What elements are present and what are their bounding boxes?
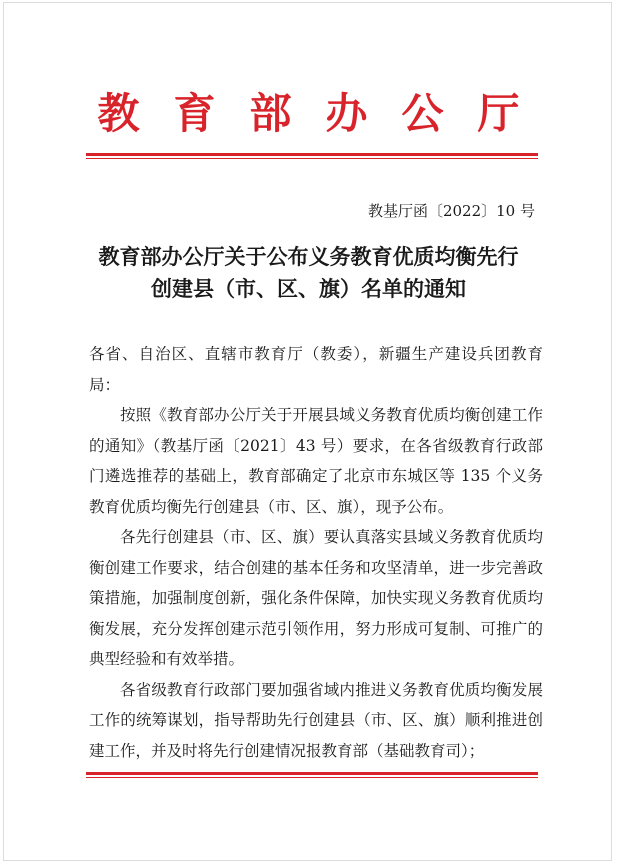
body-paragraph-2: 各先行创建县（市、区、旗）要认真落实县域义务教育优质均衡创建工作要求，结合创建的基本任务和攻坚清单，进一步完善政策措施，加强制度创新，强化条件保障，加快实现义务教育优质均衡发展，充分发挥创建示范引领作用，努力形成可复制、可推广的典型经验和有效举措。 xyxy=(89,528,543,668)
body-paragraph-1: 按照《教育部办公厅关于开展县域义务教育优质均衡创建工作的通知》（教基厅函〔2021〕43 号）要求，在各省级教育行政部门遴选推荐的基础上，教育部确定了北京市东城区等 135 个义务教育优质均衡先行创建县（市、区、旗），现予公布。 xyxy=(89,406,543,516)
document-body xyxy=(89,339,543,766)
document-number: 教基厅函〔2022〕10 号 xyxy=(367,202,535,220)
footer-red-rule-thin xyxy=(86,777,538,778)
document-title xyxy=(4,241,613,305)
document-page xyxy=(3,2,612,861)
title-line-1: 教育部办公厅关于公布义务教育优质均衡先行 xyxy=(98,244,519,269)
body-paragraph-3: 各省级教育行政部门要加强省域内推进义务教育优质均衡发展工作的统筹谋划，指导帮助先行创建县（市、区、旗）顺利推进创建工作，并及时将先行创建情况报教育部（基础教育司）； xyxy=(89,680,543,760)
header-red-rule xyxy=(86,153,538,156)
header-red-rule-thin xyxy=(86,158,538,159)
salutation: 各省、自治区、直辖市教育厅（教委），新疆生产建设兵团教育局： xyxy=(89,345,543,394)
title-line-2: 创建县（市、区、旗）名单的通知 xyxy=(151,276,466,301)
footer-red-rule xyxy=(86,772,538,775)
issuer-masthead: 教育部办公厅 xyxy=(97,89,554,138)
